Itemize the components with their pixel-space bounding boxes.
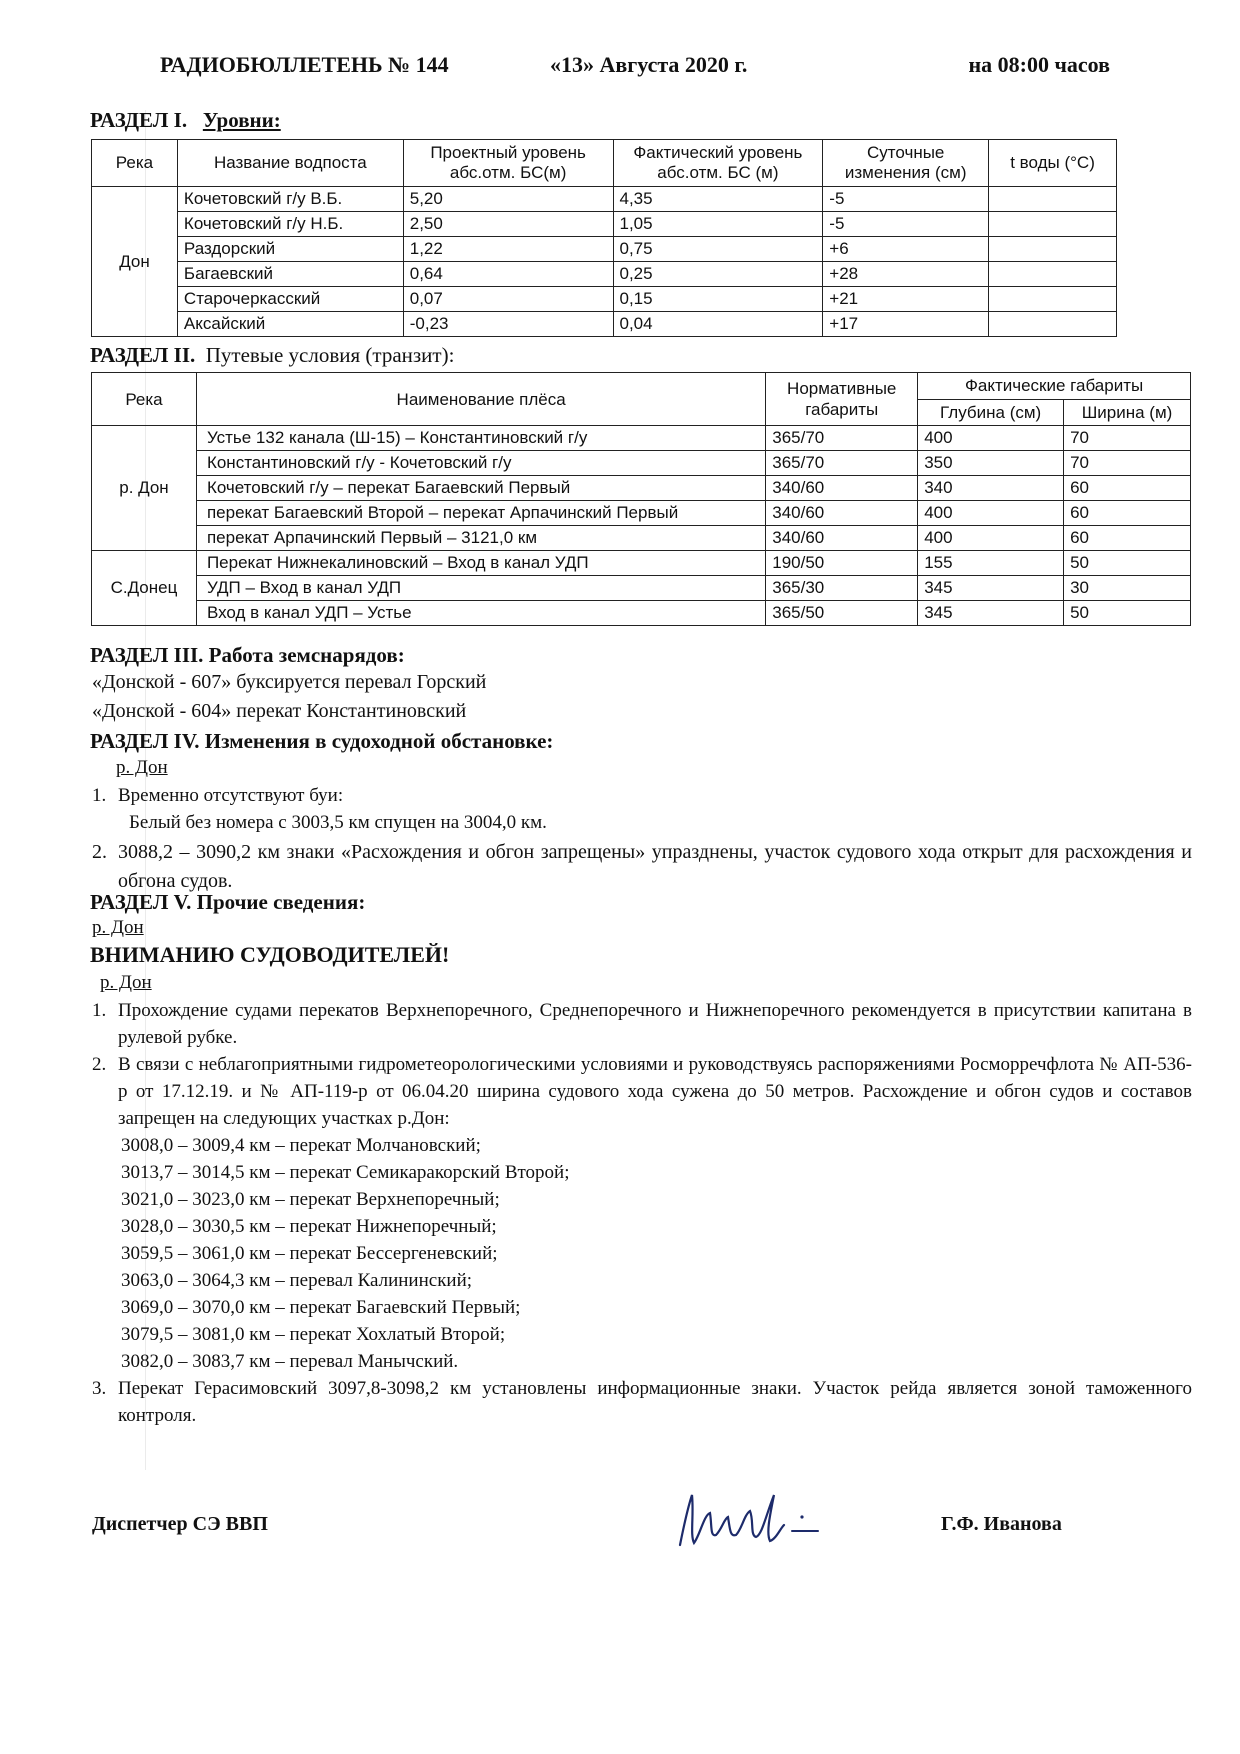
col-post: Название водпоста xyxy=(177,140,403,187)
list-item: 3. Перекат Герасимовский 3097,8-3098,2 км установлены информационные знаки. Участок рейда является зоной таможенного контроля. xyxy=(92,1378,1192,1426)
section1-title: РАЗДЕЛ I. Уровни: xyxy=(90,108,281,132)
section2-subtitle: Путевые условия (транзит): xyxy=(205,343,455,367)
col-stretch: Наименование плёса xyxy=(196,373,765,426)
table-row: р. Дон Устье 132 канала (Ш-15) – Константиновский г/у 365/70 400 70 xyxy=(92,426,1191,451)
transit-header-row xyxy=(92,373,1191,400)
levels-header-row xyxy=(92,140,1117,187)
river-cell: р. Дон xyxy=(92,426,197,551)
section5-river: р. Дон xyxy=(92,917,144,938)
table-row: Дон Кочетовский г/у В.Б. 5,20 4,35 -5 xyxy=(92,187,1117,212)
signer-name: Г.Ф. Иванова xyxy=(941,1513,1062,1535)
signer-position: Диспетчер СЭ ВВП xyxy=(92,1513,268,1535)
transit-table xyxy=(91,372,1191,626)
river-cell: С.Донец xyxy=(92,551,197,626)
list-item: 3059,5 – 3061,0 км – перекат Бессергеневский; xyxy=(121,1243,498,1264)
list-item: 3069,0 – 3070,0 км – перекат Багаевский Первый; xyxy=(121,1297,521,1318)
handwritten-signature-icon xyxy=(670,1485,850,1555)
table-row: С.Донец Перекат Нижнекалиновский – Вход в канал УДП 190/50 155 50 xyxy=(92,551,1191,576)
table-row: Старочеркасский 0,07 0,15 +21 xyxy=(92,287,1117,312)
list-item: 1. Временно отсутствуют буи: xyxy=(92,785,344,806)
bulletin-time: на 08:00 часов xyxy=(968,52,1110,77)
table-row: Вход в канал УДП – Устье 365/50 345 50 xyxy=(92,601,1191,626)
col-river: Река xyxy=(92,140,178,187)
section4-river: р. Дон xyxy=(116,757,168,778)
list-item: 2. 3088,2 – 3090,2 км знаки «Расхождения и обгон запрещены» упразднены, участок судового хода открыт для расхождения и обгона судов. xyxy=(92,841,1192,892)
section4-list xyxy=(92,782,1192,896)
dredger-line: «Донской - 607» буксируется перевал Горский xyxy=(92,671,487,693)
col-daily-change: Суточные изменения (см) xyxy=(823,140,989,187)
table-row: Константиновский г/у - Кочетовский г/у 365/70 350 70 xyxy=(92,451,1191,476)
dredger-line: «Донской - 604» перекат Константиновский xyxy=(92,700,467,722)
bulletin-title: РАДИОБЮЛЛЕТЕНЬ № 144 xyxy=(160,52,449,77)
restricted-sections-list xyxy=(92,1132,1192,1375)
section3-title: РАЗДЕЛ III. Работа земснарядов: xyxy=(90,643,405,667)
table-row: УДП – Вход в канал УДП 365/30 345 30 xyxy=(92,576,1191,601)
attention-list xyxy=(92,997,1192,1429)
col-river: Река xyxy=(92,373,197,426)
col-normative: Нормативные габариты xyxy=(766,373,918,426)
list-item: 3013,7 – 3014,5 км – перекат Семикаракорский Второй; xyxy=(121,1162,570,1183)
list-item: 1. Прохождение судами перекатов Верхнепоречного, Среднепоречного и Нижнепоречного рекомендуется в присутствии капитана в рулевой рубке. xyxy=(92,1000,1192,1048)
bulletin-date: «13» Августа 2020 г. xyxy=(550,52,748,77)
list-item: 3082,0 – 3083,7 км – перевал Манычский. xyxy=(121,1351,459,1372)
attention-title: ВНИМАНИЮ СУДОВОДИТЕЛЕЙ! xyxy=(90,942,450,967)
river-cell: Дон xyxy=(92,187,178,337)
table-row: Кочетовский г/у Н.Б. 2,50 1,05 -5 xyxy=(92,212,1117,237)
table-row: Кочетовский г/у – перекат Багаевский Первый 340/60 340 60 xyxy=(92,476,1191,501)
list-item: 3079,5 – 3081,0 км – перекат Хохлатый Второй; xyxy=(121,1324,506,1345)
levels-table xyxy=(91,139,1117,337)
attention-river: р. Дон xyxy=(100,972,152,993)
section2-title: РАЗДЕЛ II. Путевые условия (транзит): xyxy=(90,343,455,367)
section1-subtitle: Уровни: xyxy=(202,108,281,132)
list-item: 3028,0 – 3030,5 км – перекат Нижнепоречный; xyxy=(121,1216,497,1237)
table-row: перекат Арпачинский Первый – 3121,0 км 340/60 400 60 xyxy=(92,526,1191,551)
list-item: 3008,0 – 3009,4 км – перекат Молчановский; xyxy=(121,1135,481,1156)
section5-title: РАЗДЕЛ V. Прочие сведения: xyxy=(90,890,366,914)
table-row: Багаевский 0,64 0,25 +28 xyxy=(92,262,1117,287)
col-depth: Глубина (см) xyxy=(918,399,1064,426)
col-actual: Фактические габариты xyxy=(918,373,1191,400)
bulletin-header xyxy=(160,52,1110,86)
col-width: Ширина (м) xyxy=(1064,399,1191,426)
section4-title: РАЗДЕЛ IV. Изменения в судоходной обстановке: xyxy=(90,729,554,753)
list-item: 3021,0 – 3023,0 км – перекат Верхнепоречный; xyxy=(121,1189,500,1210)
list-item: 3063,0 – 3064,3 км – перевал Калининский; xyxy=(121,1270,473,1291)
list-subitem: Белый без номера с 3003,5 км спущен на 3004,0 км. xyxy=(129,812,547,833)
col-design-level: Проектный уровень абс.отм. БС(м) xyxy=(403,140,613,187)
col-actual-level: Фактический уровень абс.отм. БС (м) xyxy=(613,140,823,187)
table-row: перекат Багаевский Второй – перекат Арпачинский Первый 340/60 400 60 xyxy=(92,501,1191,526)
list-item: 2. В связи с неблагоприятными гидрометеорологическими условиями и руководствуясь распоряжениями Росморречфлота № АП-536-р от 17.12.19. и № АП-119-р от 06.04.20 ширина судового хода сужена до 50 метров. Расхождение и обгон судов и составов запрещен на следующих участках р.Дон: xyxy=(92,1054,1192,1129)
table-row: Аксайский -0,23 0,04 +17 xyxy=(92,312,1117,337)
col-water-temp: t воды (°C) xyxy=(989,140,1117,187)
table-row: Раздорский 1,22 0,75 +6 xyxy=(92,237,1117,262)
